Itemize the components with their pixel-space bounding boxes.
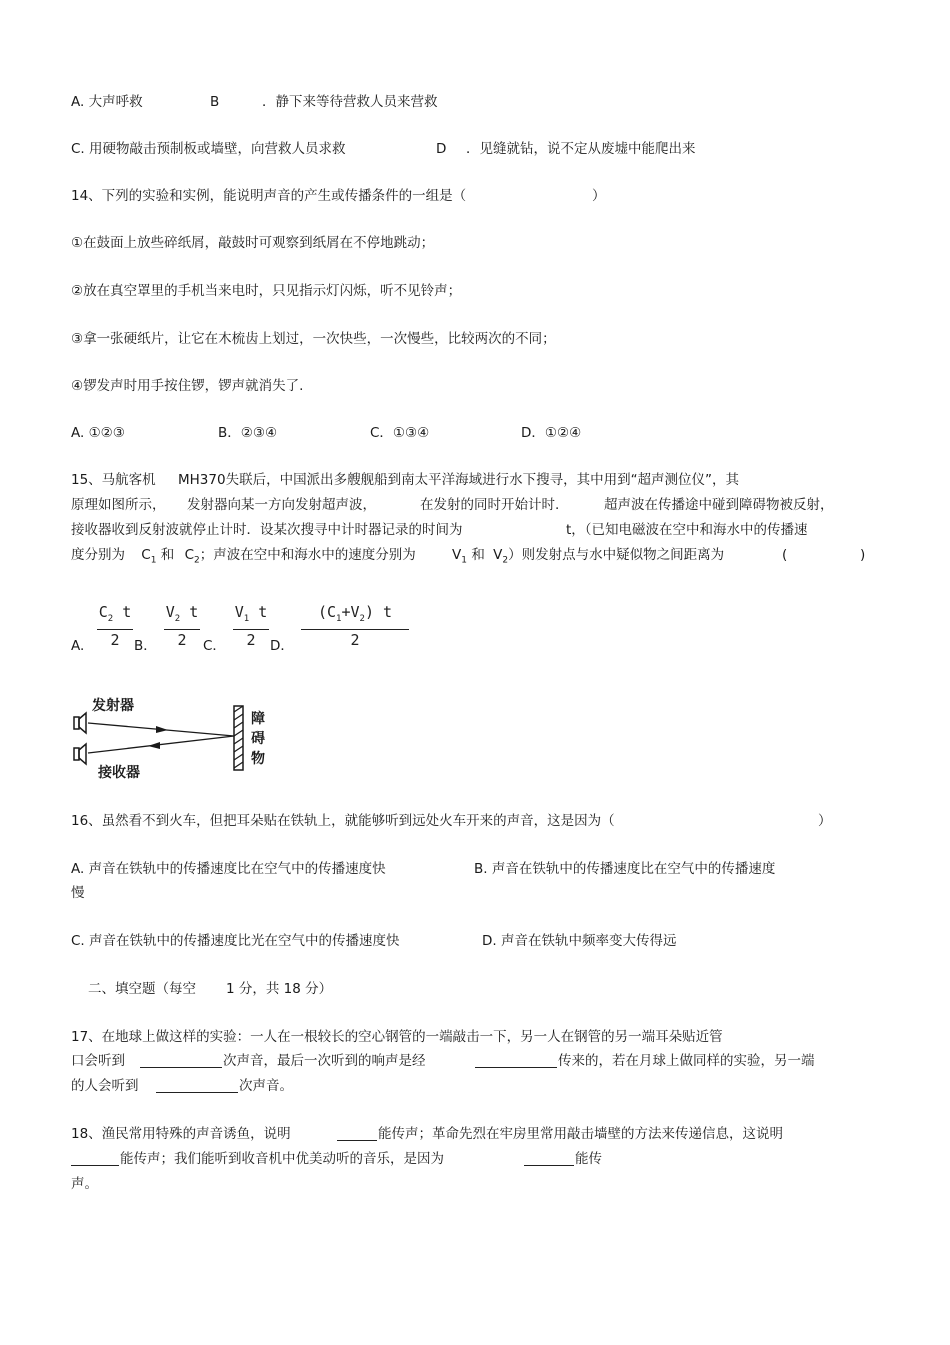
q18-line1-a: 18、渔民常用特殊的声音诱鱼，说明 [71,1126,291,1142]
q15-c2: $C_2$ [184,547,200,566]
q17-line2-a: 口会听到 [71,1053,125,1069]
q14-option-d: D．①②④ [521,425,582,441]
q16-paren-close: ） [818,813,832,829]
q15-line4-i: ）则发射点与水中疑似物之间距离为 [508,547,725,563]
q15-paren-close: ) [860,547,866,563]
q16-option-d: D. 声音在铁轨中频率变大传得远 [482,933,677,949]
q18-line1-b: 能传声；革命先烈在牢房里常用敲击墙壁的方法来传递信息，这说明 [378,1126,783,1142]
q15-option-d-label: D． [270,638,294,654]
q14-item-2: ②放在真空罩里的手机当来电时，只见指示灯闪烁，听不见铃声； [71,283,462,299]
q15-line2-b: 发射器向某一方向发射超声波， [187,497,376,513]
obstacle-label-3: 物 [251,751,265,767]
q15-line1-b: MH370失联后，中国派出多艘舰船到南太平洋海域进行水下搜寻，其中用到“超声测位仪”，其 [178,472,740,488]
q15-option-a-fraction: $C_2$ t 2 [98,603,132,649]
q16-option-c: C. 声音在铁轨中的传播速度比光在空气中的传播速度快 [71,933,400,949]
q15-line2-d: 超声波在传播途中碰到障碍物被反射， [604,497,834,513]
q15-paren-open: ( [782,547,788,563]
obstacle-label-2: 碍 [251,731,265,747]
q13-option-c: C. 用硬物敲击预制板或墙壁，向营救人员求救 [71,141,346,157]
q17-line2-c: 传来的，若在月球上做同样的实验，另一端 [558,1053,815,1069]
q15-c1: $C_1$ [141,547,157,566]
q15-line1-a: 15、马航客机 [71,472,156,488]
emitter-label: 发射器 [92,698,134,714]
section-2-heading-a: 二、填空题（每空 [88,981,196,997]
q17-line2-b: 次声音，最后一次听到的响声是经 [223,1053,426,1069]
q15-option-d-fraction: $(C_1+V_2)$ t 2 [300,602,410,650]
q18-line3: 声。 [71,1176,98,1192]
reflected-wave-line [88,736,234,753]
reflected-arrow-icon [148,742,160,749]
q15-line4 [71,546,724,570]
receiver-speaker-icon [74,744,86,764]
q17-blank-1[interactable] [140,1053,222,1068]
q18-line2-b: 能传 [575,1151,602,1167]
q17-line3-b: 次声音。 [239,1078,293,1094]
q14-stem: 14、下列的实验和实例，能说明声音的产生或传播条件的一组是（ [71,188,467,204]
q13-option-b-letter: B [210,94,220,110]
q15-v1: $V_1$ [452,547,468,566]
q18-blank-1[interactable] [337,1126,377,1141]
q15-option-a-label: A. [71,638,85,654]
q15-line4-a: 度分别为 [71,547,125,563]
q15-option-c-label: C． [203,638,226,654]
q16-option-a: A. 声音在铁轨中的传播速度比在空气中的传播速度快 [71,861,386,877]
q13-option-b-text: ．静下来等待营救人员来营救 [262,94,438,110]
q17-blank-3[interactable] [156,1078,238,1093]
q15-line2-c: 在发射的同时开始计时. [420,497,560,513]
emitted-arrow-icon [156,726,168,733]
q18-blank-3[interactable] [524,1151,574,1166]
receiver-label: 接收器 [98,765,140,781]
q16-stem: 16、虽然看不到火车，但把耳朵贴在铁轨上，就能够听到远处火车开来的声音，这是因为（ [71,813,615,829]
q15-option-c-fraction: $V_1$ t 2 [234,603,268,649]
q14-item-1: ①在鼓面上放些碎纸屑，敲鼓时可观察到纸屑在不停地跳动； [71,235,435,251]
q13-option-a: A. 大声呼救 [71,94,143,110]
sonar-diagram [68,692,278,784]
section-2-heading-b: 1 分，共 18 分） [226,981,333,997]
q18-blank-2[interactable] [71,1151,119,1166]
q15-v2: $V_2$ [493,547,509,566]
q15-option-b-label: B． [134,638,157,654]
q15-option-b-fraction: $V_2$ t 2 [165,603,199,649]
q14-option-a: A. ①②③ [71,425,125,441]
q18-line2-a: 能传声；我们能听到收音机中优美动听的音乐，是因为 [120,1151,444,1167]
q14-item-4: ④锣发声时用手按住锣，锣声就消失了. [71,378,304,394]
q14-item-3: ③拿一张硬纸片，让它在木梳齿上划过，一次快些，一次慢些，比较两次的不同； [71,331,556,347]
obstacle-wall-icon [234,706,243,770]
q15-line4-e: ；声波在空中和海水中的速度分别为 [199,547,416,563]
q14-paren-close: ） [592,188,606,204]
q16-option-b-continued: 慢 [71,885,85,901]
q15-line4-and-2: 和 [471,547,485,563]
q17-blank-2[interactable] [475,1053,557,1068]
q15-line3-a: 接收器收到反射波就停止计时．设某次搜寻中计时器记录的时间为 [71,522,463,538]
q15-line3-b: t，（已知电磁波在空中和海水中的传播速 [566,522,808,538]
q13-option-d-text: ．见缝就钻，说不定从废墟中能爬出来 [466,141,696,157]
q17-line3-a: 的人会听到 [71,1078,139,1094]
q14-option-c: C．①③④ [370,425,430,441]
q15-line4-and-1: 和 [160,547,175,563]
q14-option-b: B．②③④ [218,425,278,441]
q15-line2-a: 原理如图所示， [71,497,166,513]
obstacle-label-1: 障 [251,711,265,727]
q16-option-b: B. 声音在铁轨中的传播速度比在空气中的传播速度 [474,861,776,877]
q13-option-d-letter: D [436,141,447,157]
emitter-speaker-icon [74,713,86,733]
q17-line1: 17、在地球上做这样的实验：一人在一根较长的空心钢管的一端敲击一下，另一人在钢管的另一端耳朵贴近管 [71,1029,723,1045]
